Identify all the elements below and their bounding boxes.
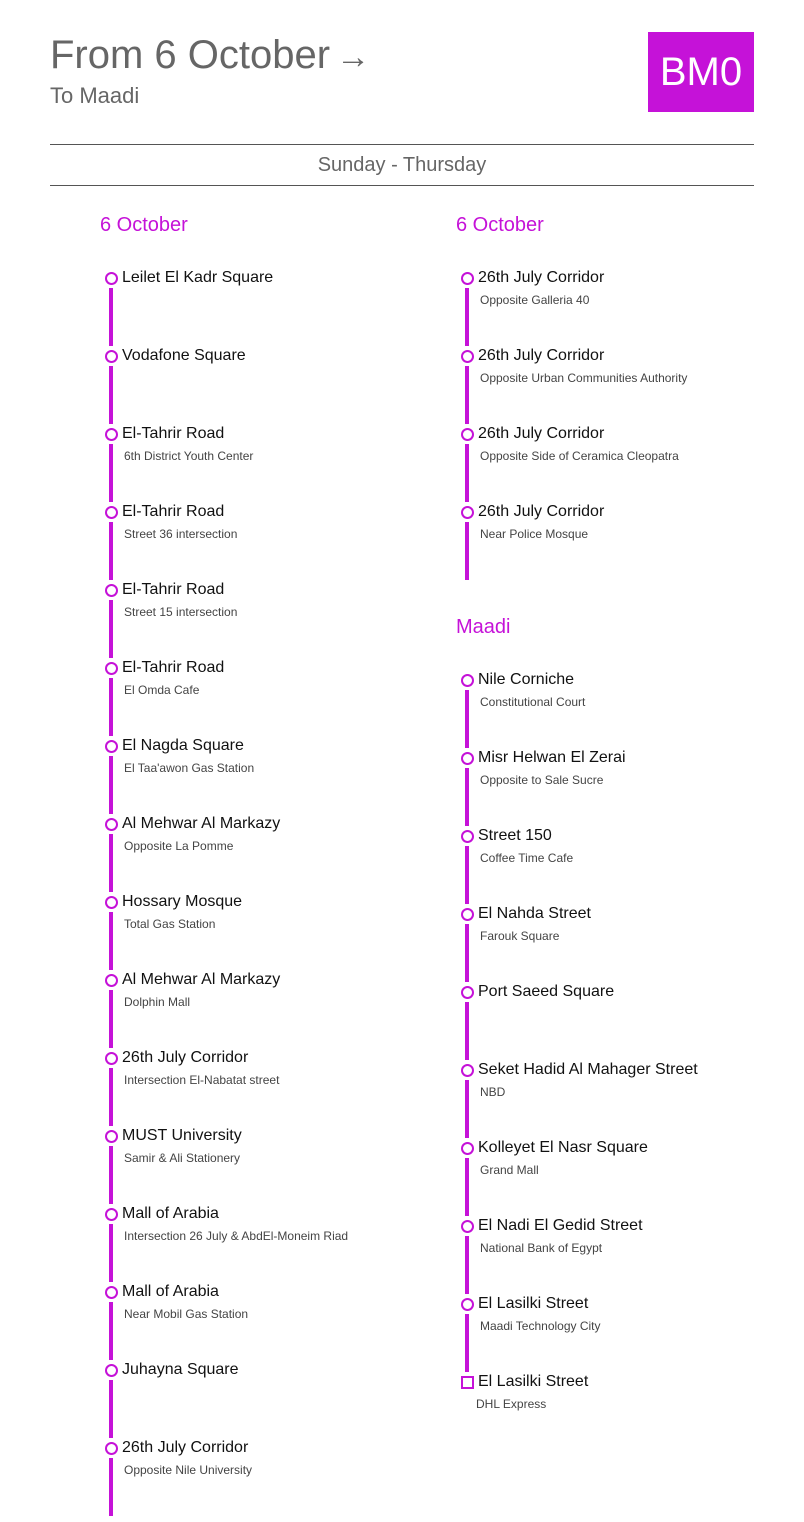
- stop-landmark: Constitutional Court: [480, 695, 586, 709]
- stop-marker-icon: [461, 350, 474, 363]
- stop-name: El-Tahrir Road: [122, 659, 225, 676]
- stop-name: 26th July Corridor: [478, 425, 605, 442]
- stop-marker-icon: [105, 272, 118, 285]
- stop-marker-icon: [105, 1286, 118, 1299]
- route-line: [109, 834, 113, 892]
- route-line: [465, 1314, 469, 1372]
- route-line: [109, 366, 113, 424]
- stop-name: Mall of Arabia: [122, 1205, 219, 1222]
- stop-landmark: Maadi Technology City: [480, 1319, 601, 1333]
- stop-marker-icon: [461, 752, 474, 765]
- stop-marker-icon: [461, 908, 474, 921]
- stop-marker-icon: [461, 986, 474, 999]
- stop-item: [100, 1282, 450, 1360]
- stop-landmark: Opposite Nile University: [124, 1463, 253, 1477]
- stop-item: [456, 1138, 804, 1216]
- stop-landmark: El Taa'awon Gas Station: [124, 761, 255, 775]
- stop-marker-icon: [461, 674, 474, 687]
- route-line: [465, 522, 469, 580]
- stop-landmark: Samir & Ali Stationery: [124, 1151, 241, 1165]
- stop-landmark: El Omda Cafe: [124, 683, 200, 697]
- stop-name: Leilet El Kadr Square: [122, 269, 274, 286]
- route-line: [465, 366, 469, 424]
- stop-name: Juhayna Square: [122, 1361, 239, 1378]
- stop-name: El Lasilki Street: [478, 1295, 589, 1312]
- stop-item: [100, 268, 450, 346]
- route-line: [465, 444, 469, 502]
- route-line: [465, 924, 469, 982]
- left-column: [100, 210, 450, 1516]
- route-line: [465, 768, 469, 826]
- stop-item: [456, 1060, 804, 1138]
- route-line: [465, 288, 469, 346]
- stop-marker-icon: [105, 662, 118, 675]
- stop-name: Nile Corniche: [478, 671, 575, 688]
- stop-landmark: Street 15 intersection: [124, 605, 238, 619]
- stop-landmark: 6th District Youth Center: [124, 449, 254, 463]
- stop-item: [100, 1048, 450, 1126]
- stop-landmark: Near Mobil Gas Station: [124, 1307, 249, 1321]
- stop-name: El-Tahrir Road: [122, 425, 225, 442]
- route-line: [109, 1224, 113, 1282]
- stop-name: El Nadi El Gedid Street: [478, 1217, 643, 1234]
- section-title: 6 October: [456, 214, 544, 236]
- stop-item: [100, 580, 450, 658]
- stop-name: El Nahda Street: [478, 905, 591, 922]
- stop-marker-icon: [461, 506, 474, 519]
- route-line: [109, 288, 113, 346]
- stop-landmark: Farouk Square: [480, 929, 560, 943]
- terminal-stop-icon: [461, 1376, 474, 1389]
- stop-list: [456, 670, 804, 1450]
- schedule-days-label: Sunday - Thursday: [317, 153, 487, 176]
- stop-name: Street 150: [478, 827, 552, 844]
- stop-name: Kolleyet El Nasr Square: [478, 1139, 648, 1156]
- stop-landmark: National Bank of Egypt: [480, 1241, 603, 1255]
- route-code-badge: BM0: [648, 32, 754, 112]
- stop-item: [100, 1438, 450, 1516]
- stop-item: [456, 670, 804, 748]
- stop-item: [100, 1360, 450, 1438]
- stop-marker-icon: [105, 974, 118, 987]
- stop-item: [100, 1126, 450, 1204]
- stop-landmark: Opposite Side of Ceramica Cleopatra: [480, 449, 679, 463]
- stop-name: Vodafone Square: [122, 347, 246, 364]
- stop-marker-icon: [105, 1052, 118, 1065]
- stop-landmark: Opposite to Sale Sucre: [480, 773, 604, 787]
- stop-landmark: Intersection El-Nabatat street: [124, 1073, 280, 1087]
- stop-item: [100, 814, 450, 892]
- section-title: 6 October: [100, 214, 188, 236]
- stop-name: 26th July Corridor: [122, 1049, 249, 1066]
- right-column: [456, 210, 804, 1450]
- stop-marker-icon: [105, 896, 118, 909]
- stop-marker-icon: [461, 428, 474, 441]
- stop-landmark: Intersection 26 July & AbdEl-Moneim Riad: [124, 1229, 349, 1243]
- route-line: [109, 990, 113, 1048]
- stop-name: Hossary Mosque: [122, 893, 243, 910]
- route-line: [465, 1158, 469, 1216]
- stop-marker-icon: [105, 1130, 118, 1143]
- stop-name: Al Mehwar Al Markazy: [122, 971, 281, 988]
- stop-marker-icon: [105, 818, 118, 831]
- route-line: [109, 912, 113, 970]
- stop-name: 26th July Corridor: [478, 269, 605, 286]
- stop-name: Misr Helwan El Zerai: [478, 749, 626, 766]
- route-line: [109, 678, 113, 736]
- stop-item: [456, 904, 804, 982]
- route-line: [109, 1068, 113, 1126]
- route-header: [50, 30, 370, 110]
- stop-marker-icon: [105, 1442, 118, 1455]
- route-line: [109, 1458, 113, 1516]
- stop-marker-icon: [105, 428, 118, 441]
- route-destination: To Maadi: [50, 83, 140, 108]
- schedule-days: [50, 144, 754, 186]
- route-line: [109, 444, 113, 502]
- route-line: [465, 1236, 469, 1294]
- stop-landmark: Opposite La Pomme: [124, 839, 234, 853]
- stop-name: 26th July Corridor: [478, 347, 605, 364]
- stop-item: [456, 346, 804, 424]
- stop-item: [100, 970, 450, 1048]
- stop-name: 26th July Corridor: [122, 1439, 249, 1456]
- route-line: [109, 1380, 113, 1438]
- stop-landmark: DHL Express: [476, 1397, 547, 1411]
- route-line: [465, 1002, 469, 1060]
- stop-item: [456, 1216, 804, 1294]
- stop-name: Al Mehwar Al Markazy: [122, 815, 281, 832]
- stop-item: [100, 502, 450, 580]
- stop-item: [456, 982, 804, 1060]
- stop-landmark: Coffee Time Cafe: [480, 851, 574, 865]
- stop-marker-icon: [105, 350, 118, 363]
- stop-marker-icon: [461, 272, 474, 285]
- arrow-right-icon: →: [336, 38, 371, 76]
- route-line: [109, 522, 113, 580]
- route-origin: From 6 October: [50, 33, 331, 77]
- stop-landmark: NBD: [480, 1085, 506, 1099]
- stop-name: 26th July Corridor: [478, 503, 605, 520]
- stop-landmark: Near Police Mosque: [480, 527, 589, 541]
- stop-item: [456, 502, 804, 580]
- stop-item: [100, 424, 450, 502]
- route-line: [109, 756, 113, 814]
- stop-marker-icon: [105, 740, 118, 753]
- stop-landmark: Opposite Galleria 40: [480, 293, 590, 307]
- stop-name: Mall of Arabia: [122, 1283, 219, 1300]
- section-title-maadi: Maadi: [456, 616, 511, 638]
- stop-name: Port Saeed Square: [478, 983, 615, 1000]
- stop-list: [456, 268, 804, 580]
- stop-item: [100, 658, 450, 736]
- stop-landmark: Total Gas Station: [124, 917, 216, 931]
- stop-item: [456, 748, 804, 826]
- stop-marker-icon: [461, 1220, 474, 1233]
- stop-item: [456, 1372, 804, 1450]
- stop-marker-icon: [105, 1208, 118, 1221]
- stop-marker-icon: [461, 830, 474, 843]
- stop-landmark: Grand Mall: [480, 1163, 539, 1177]
- stop-item: [456, 826, 804, 904]
- route-title: [50, 30, 370, 82]
- stop-marker-icon: [461, 1298, 474, 1311]
- stop-name: El Nagda Square: [122, 737, 244, 754]
- stop-item: [456, 268, 804, 346]
- stop-list: [100, 268, 450, 1516]
- stop-name: Seket Hadid Al Mahager Street: [478, 1061, 698, 1078]
- stop-marker-icon: [105, 506, 118, 519]
- stop-item: [100, 892, 450, 970]
- stop-marker-icon: [105, 1364, 118, 1377]
- stop-item: [456, 424, 804, 502]
- route-line: [465, 846, 469, 904]
- stop-item: [456, 1294, 804, 1372]
- route-line: [109, 1146, 113, 1204]
- stop-landmark: Opposite Urban Communities Authority: [480, 371, 688, 385]
- stop-marker-icon: [461, 1142, 474, 1155]
- stop-landmark: Dolphin Mall: [124, 995, 191, 1009]
- route-line: [109, 1302, 113, 1360]
- stop-item: [100, 1204, 450, 1282]
- stop-name: El Lasilki Street: [478, 1373, 589, 1390]
- route-line: [465, 1080, 469, 1138]
- stop-landmark: Street 36 intersection: [124, 527, 238, 541]
- stop-item: [100, 346, 450, 424]
- stop-marker-icon: [105, 584, 118, 597]
- stop-name: El-Tahrir Road: [122, 581, 225, 598]
- stop-name: El-Tahrir Road: [122, 503, 225, 520]
- stop-name: MUST University: [122, 1127, 242, 1144]
- stop-marker-icon: [461, 1064, 474, 1077]
- route-line: [465, 690, 469, 748]
- route-line: [109, 600, 113, 658]
- stop-item: [100, 736, 450, 814]
